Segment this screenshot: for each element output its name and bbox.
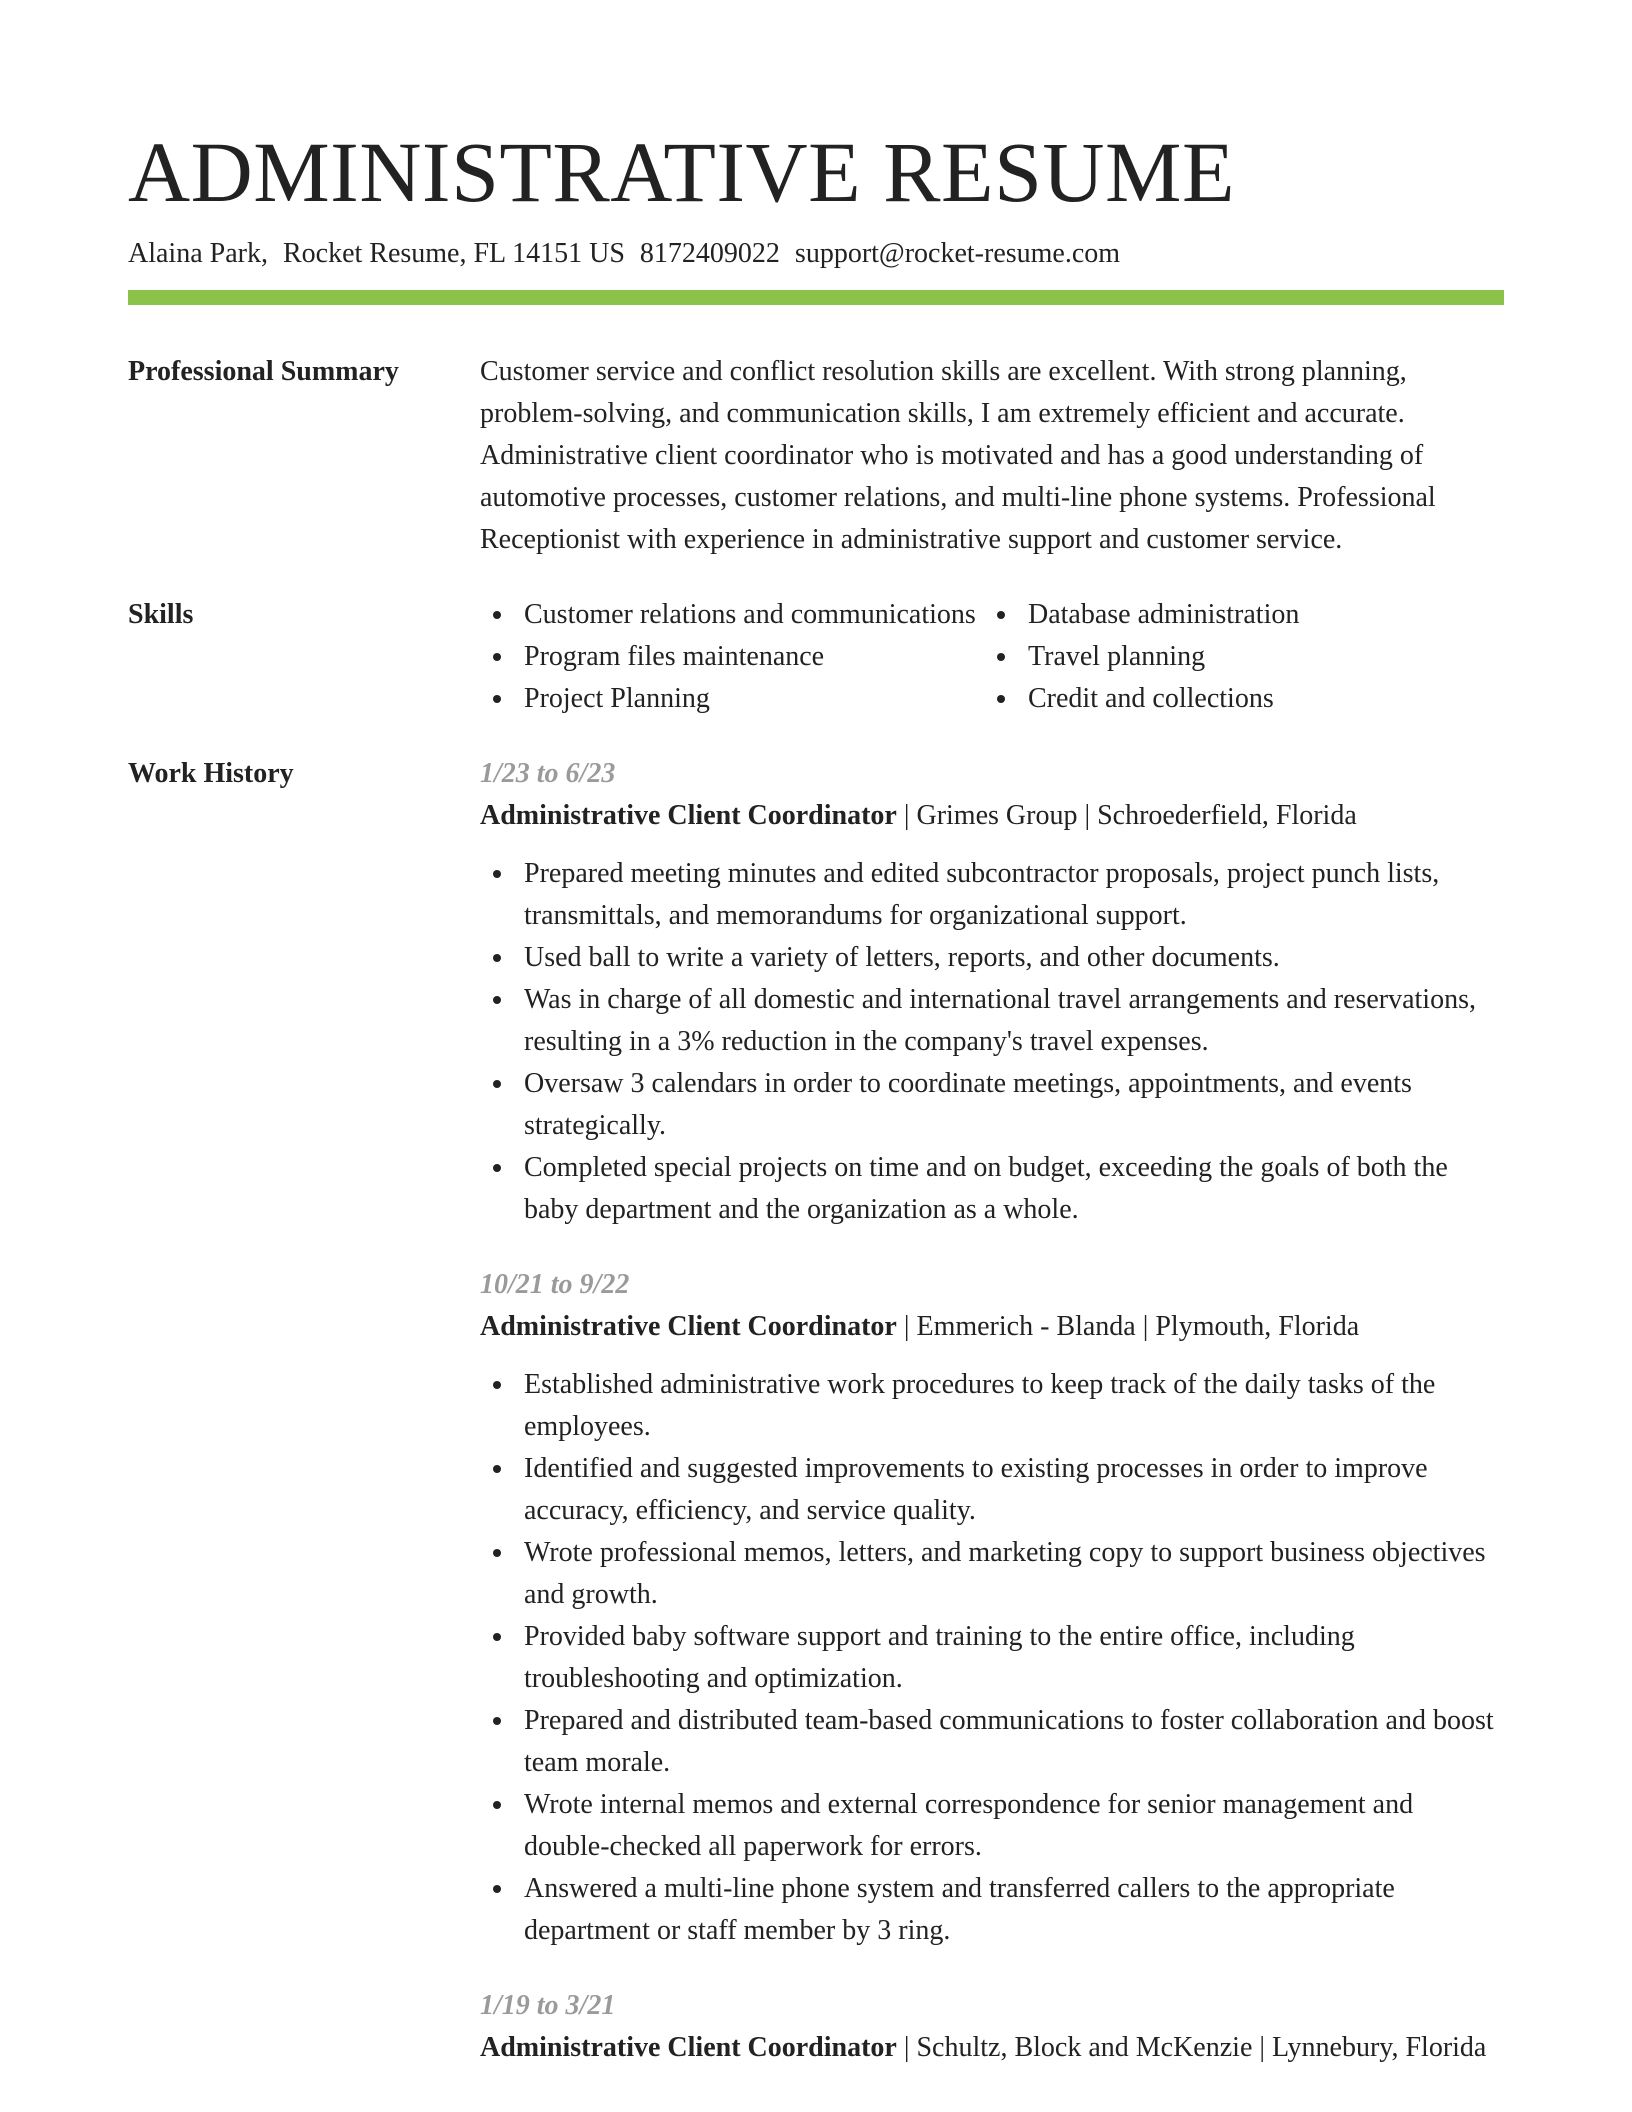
job-location: Schroederfield, Florida: [1097, 800, 1357, 831]
job-bullet: Oversaw 3 calendars in order to coordinate meetings, appointments, and events strategically.: [480, 1063, 1504, 1147]
job-heading: [480, 795, 1504, 837]
separator: |: [1142, 1311, 1149, 1342]
job-entry: [480, 1264, 1504, 1952]
separator: |: [903, 2032, 910, 2063]
skill-item: Customer relations and communications: [480, 594, 984, 636]
separator: |: [1084, 800, 1091, 831]
contact-phone: 8172409022: [639, 238, 780, 269]
job-title: Administrative Client Coordinator: [480, 1311, 897, 1342]
job-company: Emmerich - Blanda: [916, 1311, 1136, 1342]
job-dates: 1/19 to 3/21: [480, 1990, 616, 2021]
contact-location: Rocket Resume, FL 14151 US: [282, 238, 625, 269]
contact-line: [128, 236, 1504, 272]
skill-item: Project Planning: [480, 678, 984, 720]
job-title: Administrative Client Coordinator: [480, 800, 897, 831]
accent-divider: [128, 290, 1504, 305]
separator: |: [903, 800, 910, 831]
skill-item: Credit and collections: [984, 678, 1504, 720]
job-bullet: Answered a multi-line phone system and transferred callers to the appropriate department or staff member by 3 ring.: [480, 1868, 1504, 1952]
job-bullet: Wrote internal memos and external correspondence for senior management and double-checked all paperwork for errors.: [480, 1784, 1504, 1868]
job-location: Plymouth, Florida: [1155, 1311, 1360, 1342]
section-label-skills: Skills: [128, 599, 194, 630]
skill-item: Travel planning: [984, 636, 1504, 678]
job-bullet: Used ball to write a variety of letters, reports, and other documents.: [480, 937, 1504, 979]
job-heading: [480, 2027, 1504, 2069]
skill-item: Database administration: [984, 594, 1504, 636]
job-bullet: Wrote professional memos, letters, and marketing copy to support business objectives and growth.: [480, 1532, 1504, 1616]
section-label-work-history: Work History: [128, 758, 294, 789]
job-heading: [480, 1306, 1504, 1348]
resume-page: [128, 0, 1504, 2102]
job-company: Schultz, Block and McKenzie: [916, 2032, 1253, 2063]
separator: |: [903, 1311, 910, 1342]
contact-email: support@rocket-resume.com: [794, 238, 1121, 269]
contact-name: Alaina Park,: [128, 238, 268, 269]
job-dates: 1/23 to 6/23: [480, 758, 616, 789]
job-bullet-list: [480, 1364, 1504, 1952]
job-bullet: Provided baby software support and training to the entire office, including troubleshooting and optimization.: [480, 1616, 1504, 1700]
job-bullet: Prepared and distributed team-based communications to foster collaboration and boost team morale.: [480, 1700, 1504, 1784]
resume-title: ADMINISTRATIVE RESUME: [128, 124, 1235, 220]
job-bullet-list: [480, 853, 1504, 1231]
job-dates: 10/21 to 9/22: [480, 1269, 630, 1300]
summary-text: Customer service and conflict resolution skills are excellent. With strong planning, problem-solving, and communication skills, I am extremely efficient and accurate. Administrative client coordinator who is motivated and has a good understanding of automotive processes, customer relations, and multi-line phone systems. Professional Receptionist with experience in administrative support and customer service.: [480, 356, 1436, 555]
job-bullet: Completed special projects on time and on budget, exceeding the goals of both the baby department and the organization as a whole.: [480, 1147, 1504, 1231]
job-title: Administrative Client Coordinator: [480, 2032, 897, 2063]
job-entry: [480, 753, 1504, 1231]
job-entry: [480, 1985, 1504, 2069]
skills-list: [480, 594, 1504, 720]
section-label-summary: Professional Summary: [128, 356, 399, 387]
professional-summary-section: [128, 351, 1504, 561]
job-bullet: Identified and suggested improvements to existing processes in order to improve accuracy, efficiency, and service quality.: [480, 1448, 1504, 1532]
skill-item: Program files maintenance: [480, 636, 984, 678]
job-company: Grimes Group: [916, 800, 1078, 831]
job-bullet: Was in charge of all domestic and international travel arrangements and reservations, resulting in a 3% reduction in the company's travel expenses.: [480, 979, 1504, 1063]
skills-section: [128, 594, 1504, 720]
job-bullet: Prepared meeting minutes and edited subcontractor proposals, project punch lists, transmittals, and memorandums for organizational support.: [480, 853, 1504, 937]
job-bullet: Established administrative work procedures to keep track of the daily tasks of the employees.: [480, 1364, 1504, 1448]
job-location: Lynnebury, Florida: [1271, 2032, 1487, 2063]
work-history-section: [128, 753, 1504, 2102]
separator: |: [1259, 2032, 1265, 2063]
